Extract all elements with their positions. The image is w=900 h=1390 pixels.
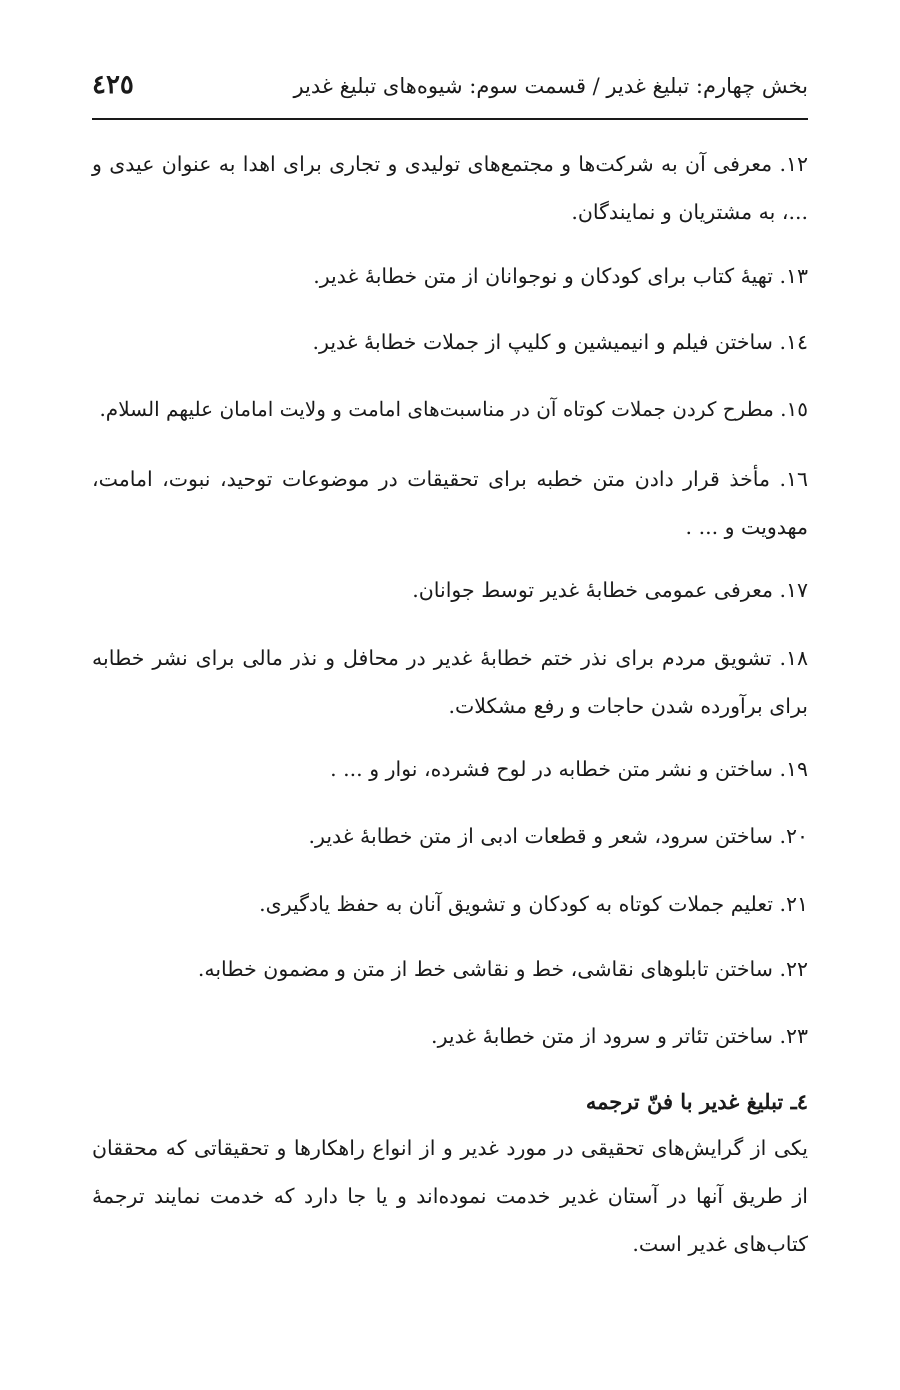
list-item-16: ١٦. مأخذ قرار دادن متن خطبه برای تحقیقات در موضوعات توحید، نبوت، امامت، مهدویت و ... .	[92, 467, 808, 539]
list-item-12: ١٢. معرفی آن به شرکت‌ها و مجتمع‌های تولیدی و تجاری برای اهدا به عنوان عیدی و ...، به مشتریان و نمایندگان.	[92, 152, 808, 224]
running-header	[92, 70, 808, 120]
list-item-15: ١٥. مطرح کردن جملات کوتاه آن در مناسبت‌های امامت و ولایت امامان علیهم السلام.	[99, 397, 808, 421]
list-item-23: ٢٣. ساختن تئاتر و سرود از متن خطابهٔ غدیر.	[431, 1024, 808, 1048]
list-item-14: ١٤. ساختن فیلم و انیمیشین و کلیپ از جملات خطابهٔ غدیر.	[312, 330, 808, 354]
list-item-22: ٢٢. ساختن تابلوهای نقاشی، خط و نقاشی خط از متن و مضمون خطابه.	[197, 957, 808, 981]
section-heading: ٤ـ تبلیغ غدیر با فنّ ترجمه	[585, 1089, 808, 1114]
list-item-13: ١٣. تهیهٔ کتاب برای کودکان و نوجوانان از متن خطابهٔ غدیر.	[313, 264, 808, 288]
page-number: ٤٢٥	[92, 70, 134, 100]
header-title: بخش چهارم: تبلیغ غدیر / قسمت سوم: شیوه‌های تبلیغ غدیر	[293, 74, 808, 98]
section-paragraph: یکی از گرایش‌های تحقیقی در مورد غدیر و از انواع راهکارها و تحقیقاتی که محققان از طریق آنها در آستان غدیر خدمت نموده‌اند و یا جا دارد که خدمت نمایند ترجمهٔ کتاب‌های غدیر است.	[92, 1136, 808, 1256]
list-item-17: ١٧. معرفی عمومی خطابهٔ غدیر توسط جوانان.	[412, 578, 808, 602]
list-item-18: ١٨. تشویق مردم برای نذر ختم خطابهٔ غدیر در محافل و نذر مالی برای نشر خطابه برای برآورده شدن حاجات و رفع مشکلات.	[92, 646, 808, 718]
list-item-19: ١٩. ساختن و نشر متن خطابه در لوح فشرده، نوار و ... .	[330, 757, 808, 781]
list-item-21: ٢١. تعلیم جملات کوتاه به کودکان و تشویق آنان به حفظ یادگیری.	[259, 892, 808, 916]
list-item-20: ٢٠. ساختن سرود، شعر و قطعات ادبی از متن خطابهٔ غدیر.	[308, 824, 808, 848]
